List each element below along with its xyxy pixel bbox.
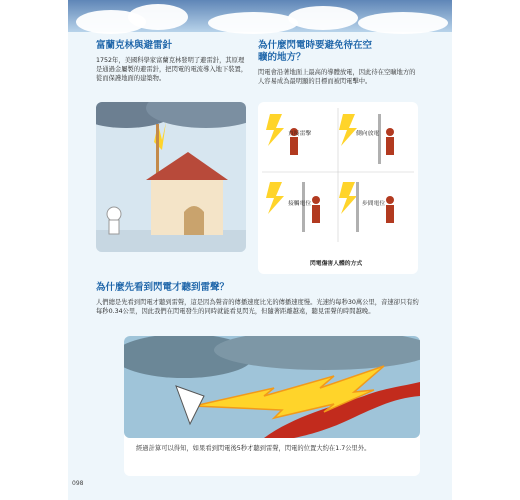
lightning-rod-illustration [96,102,246,252]
open-area-title-line1: 為什麼閃電時要避免待在空 [258,40,373,51]
thunder-title: 為什麼先看到閃電才聽到雷聲？ [96,282,230,293]
page-number: 098 [72,480,84,487]
strike-diagram-drawing [258,102,418,252]
label-direct-strike: 直接雷擊 [288,131,312,137]
strike-diagram-panel [258,102,418,274]
franklin-body: 1752年，美國科學家富蘭克林發明了避雷針，其原理是通過金屬製的避雷針，把閃電的電流導入地下裝置，從而保護地面的建築物。 [96,57,248,83]
house-with-rod-drawing [96,102,246,252]
open-area-title-line2: 曠的地方？ [258,52,306,63]
light-vs-sound-panel [124,336,420,476]
page [68,0,452,500]
cloud [128,4,188,30]
cloud [208,12,298,34]
strike-diagram-caption: 閃電傷害人體的方式 [310,261,363,267]
label-side-flash: 側向放電 [356,131,380,137]
light-vs-sound-illustration [124,336,420,438]
label-step-potential: 步間電位 [362,201,386,207]
open-area-body: 閃電會沿著地面上最高的導體放電，因此待在空曠地方的人容易成為最明顯的目標而被閃電擊中。 [258,69,416,86]
cloud [288,6,358,30]
label-touch-potential: 接觸電位 [288,201,312,207]
cloud [358,12,448,34]
footnote: 經過計算可以得知，如果看到閃電後5秒才聽到雷聲，閃電的位置大約在1.7公里外。 [136,445,371,452]
franklin-title: 富蘭克林與避雷針 [96,40,173,51]
thunder-body: 人們總是先看到閃電才聽到雷聲，這是因為聲音的傳播速度比光的傳播速度慢。光速約每秒30萬公里，音速卻只有約每秒0.34公里，因此我們在閃電發生的同時就能看見閃光，但隨著距離越遠，聽見雷聲的時間越晚。 [96,299,419,316]
